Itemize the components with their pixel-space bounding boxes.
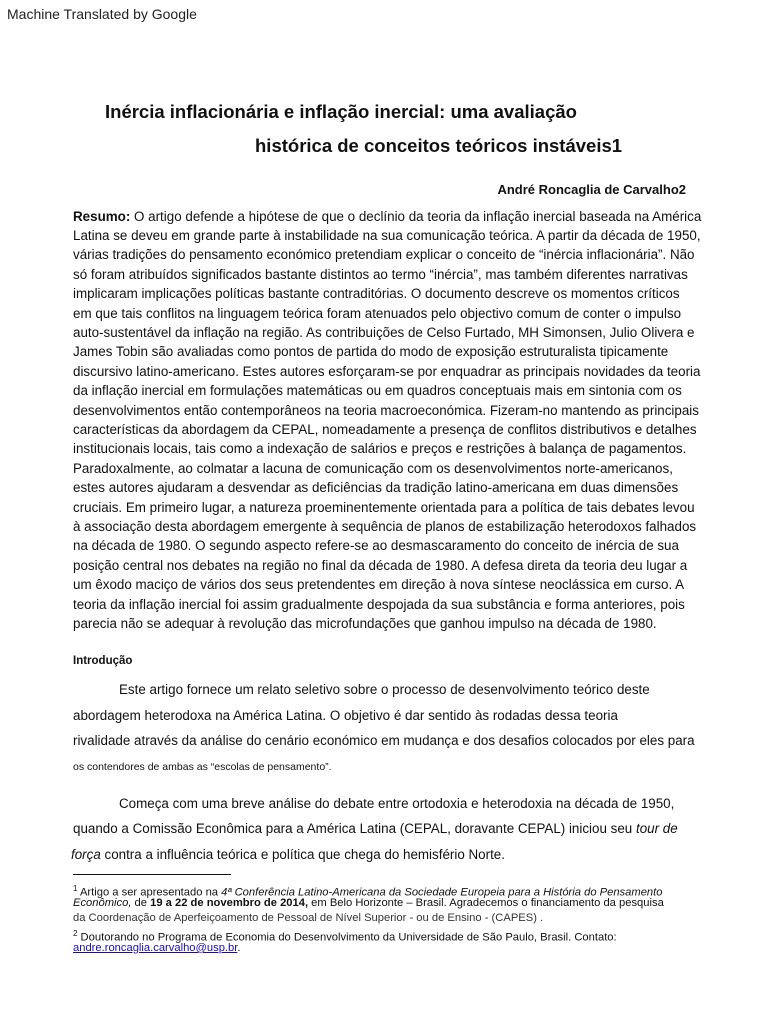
footnote-2-cont bbox=[73, 941, 240, 956]
section-heading-introducao: Introdução bbox=[73, 655, 133, 667]
italic-span: força bbox=[71, 847, 101, 862]
intro-paragraph-line: rivalidade através da análise do cenário económico em mudança e dos desafios colocados por eles para bbox=[73, 733, 695, 748]
paper-title-line-2: histórica de conceitos teóricos instáveis1 bbox=[255, 135, 623, 156]
footnote-number: 2 bbox=[73, 929, 78, 938]
text-span: quando a Comissão Econômica para a América Latina (CEPAL, doravante CEPAL) iniciou seu bbox=[73, 821, 636, 836]
italic-span: 4ª Conferência Latino-Americana da Sociedade Europeia para a História do Pensamento bbox=[221, 886, 663, 899]
footnote-number: 1 bbox=[73, 884, 78, 893]
abstract-line: posição central nos debates na região no final da década de 1980. A defesa direta da teoria deu lugar a bbox=[73, 557, 688, 573]
abstract-line: só foram atribuídos significados bastante distintos ao termo “inércia”, mas também diferentes narrativas bbox=[73, 266, 688, 282]
abstract-line: desenvolvimentos então contemporâneos na teoria macroeconómica. Fizeram-no mantendo as principais bbox=[73, 402, 699, 418]
abstract-line: teoria da inflação inercial foi assim gradualmente despojada da sua substância e forma anteriores, pois bbox=[73, 596, 685, 612]
text-span: . bbox=[237, 942, 241, 954]
abstract-line: à associação desta abordagem emergente à sequência de planos de estabilização heterodoxos falhados bbox=[73, 519, 697, 534]
text-span: contra a influência teórica e política que chega do hemisfério Norte. bbox=[100, 847, 505, 862]
abstract-line: várias tradições do pensamento económico pretendiam explicar o conceito de “inércia inflacionária”. Não bbox=[73, 247, 695, 263]
abstract-line: estes autores ajudaram a desvendar as deficiências da tradição latino-americana em duas dimensões bbox=[73, 480, 679, 496]
text-span: Doutorando no Programa de Economia do Desenvolvimento da Universidade de São Paulo, Brasil. Contato: bbox=[77, 931, 617, 944]
abstract-line: Paradoxalmente, ao colmatar a lacuna de comunicação com os desenvolvimentos norte-americanos, bbox=[73, 460, 673, 476]
text-span: Artigo a ser apresentado na bbox=[77, 886, 222, 899]
bold-span: 19 a 22 de novembro de 2014, bbox=[150, 897, 309, 909]
abstract-line-text: O artigo defende a hipótese de que o declínio da teoria da inflação inercial baseada na América bbox=[130, 209, 702, 224]
footnote-1-cont: da Coordenação de Aperfeiçoamento de Pessoal de Nível Superior - ou de Ensino - (CAPES) . bbox=[73, 912, 544, 924]
intro-paragraph-line bbox=[73, 821, 678, 836]
italic-span: Econômico, bbox=[73, 897, 132, 909]
abstract-line: parecia não se adequar à revolução das microfundações que ganhou impulso na década de 1980. bbox=[73, 616, 657, 631]
abstract-label: Resumo: bbox=[73, 209, 131, 224]
intro-paragraph-line: os contendores de ambas as “escolas de pensamento”. bbox=[73, 761, 332, 773]
intro-paragraph-line: Este artigo fornece um relato seletivo sobre o processo de desenvolvimento teórico deste bbox=[119, 682, 650, 697]
abstract-line bbox=[73, 207, 701, 226]
abstract-line: cruciais. Em primeiro lugar, a natureza proeminentemente orientada para a política de tais debates levou bbox=[73, 499, 695, 515]
abstract-line: da inflação inercial em formulações matemáticas ou em quadros conceptuais mais em sintonia com os bbox=[73, 383, 682, 399]
abstract-line: características da abordagem da CEPAL, nomeadamente a presença de conflitos distributivos e detalhes bbox=[73, 422, 697, 437]
machine-translated-label: Machine Translated by Google bbox=[7, 6, 197, 22]
paper-title-line-1: Inércia inflacionária e inflação inercial: uma avaliação bbox=[105, 101, 577, 122]
abstract-line: discursivo latino-americano. Estes autores esforçaram-se por enquadrar as principais novidades da teoria bbox=[73, 363, 701, 379]
italic-span: tour de bbox=[635, 821, 678, 836]
contact-email-link[interactable]: andre.roncaglia.carvalho@usp.br bbox=[73, 942, 238, 954]
intro-paragraph-line: abordagem heterodoxa na América Latina. O objetivo é dar sentido às rodadas dessa teoria bbox=[73, 708, 618, 723]
abstract-line: auto-sustentável da inflação na região. As contribuições de Celso Furtado, MH Simonsen, Julio Olivera e bbox=[73, 325, 695, 340]
author-name: André Roncaglia de Carvalho2 bbox=[497, 182, 686, 197]
intro-paragraph-line: Começa com uma breve análise do debate entre ortodoxia e heterodoxia na década de 1950, bbox=[119, 796, 675, 811]
abstract-line: institucionais locais, tais como a indexação de salários e preços e restrições à balança de pagamentos. bbox=[73, 441, 687, 457]
intro-paragraph-line bbox=[71, 847, 505, 862]
abstract-line: implicaram implicações políticas bastante contraditórias. O documento descreve os momentos críticos bbox=[73, 286, 680, 302]
text-span: em Belo Horizonte – Brasil. Agradecemos o financiamento da pesquisa bbox=[308, 897, 664, 909]
abstract-line: na década de 1980. O segundo aspecto refere-se ao desmascaramento do conceito de inércia de sua bbox=[73, 538, 679, 554]
abstract-line: em que tais conflitos na linguagem teórica foram atenuados pelo objectivo comum de conter o impulso bbox=[73, 305, 682, 321]
footnote-divider bbox=[73, 874, 231, 875]
abstract-line: James Tobin são avaliadas como pontos de partida do modo de exposição estruturalista tipicamente bbox=[73, 344, 669, 360]
footnote-1-cont bbox=[73, 896, 664, 911]
abstract-line: Latina se deveu em grande parte à instabilidade na sua comunicação teórica. A partir da década de 1950, bbox=[73, 228, 701, 243]
text-span: de bbox=[131, 897, 151, 909]
abstract-line: um êxodo maciço de vários dos seus pretendentes em direção à nova síntese neoclássica em curso. A bbox=[73, 577, 685, 593]
